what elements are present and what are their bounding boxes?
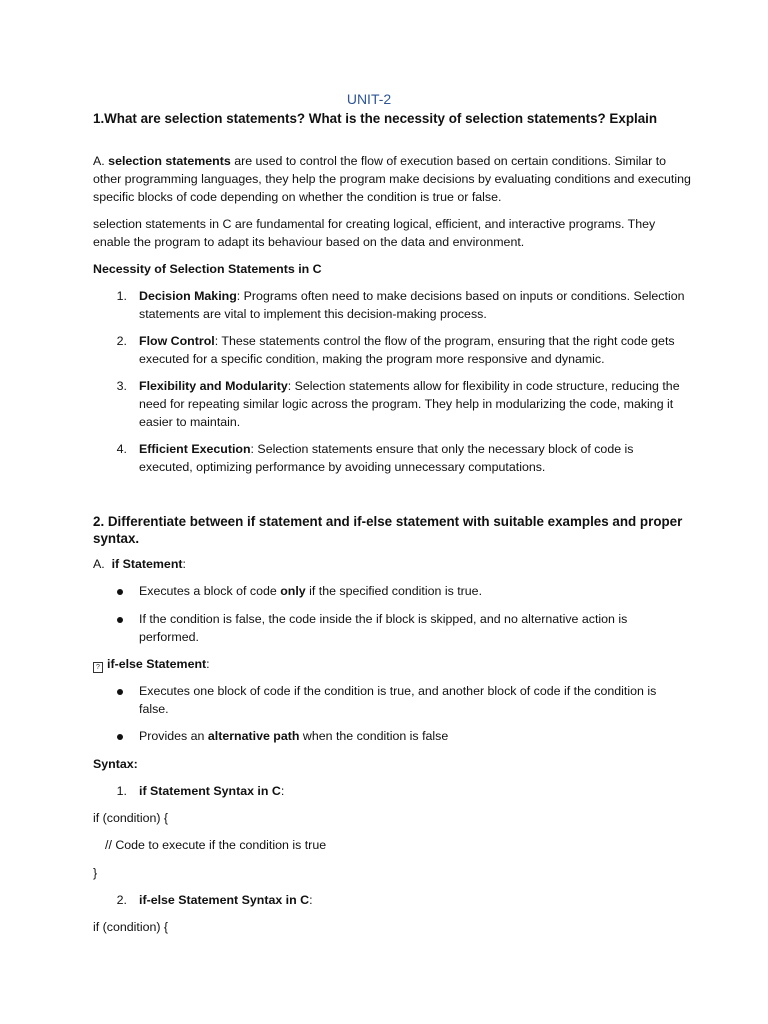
question-1-title: 1.What are selection statements? What is the necessity of selection statements? Explain bbox=[93, 111, 658, 126]
bullet-dot bbox=[117, 689, 123, 695]
bullet-dot bbox=[117, 734, 123, 740]
unit-title: UNIT-2 bbox=[346, 91, 392, 107]
list-number: 4. bbox=[116, 442, 127, 456]
list-text: : Selection statements ensure that only the necessary block of code is executed, optimizing performance by avoiding unnecessary computations. bbox=[139, 442, 634, 474]
bullet-dot bbox=[117, 589, 123, 595]
list-term: Decision Making bbox=[139, 289, 237, 303]
list-number: 1. bbox=[116, 289, 127, 303]
bullet-bold: only bbox=[280, 584, 306, 598]
colon: : bbox=[309, 893, 313, 907]
if-else-bullet-1: Executes one block of code if the condition is true, and another block of code if the condition is false. bbox=[139, 684, 657, 716]
list-text: : Selection statements allow for flexibility in code structure, reducing the need for repeating similar logic across the program. They help in modularizing the code, making it easier to maintain. bbox=[139, 379, 680, 429]
list-number: 2. bbox=[116, 893, 127, 907]
colon: : bbox=[182, 557, 186, 571]
syntax-2-label bbox=[139, 891, 687, 909]
question-2-title: 2. Differentiate between if statement and if-else statement with suitable examples and proper syntax. bbox=[93, 514, 683, 546]
list-item-flow-control bbox=[139, 332, 687, 368]
necessity-heading: Necessity of Selection Statements in C bbox=[93, 262, 322, 276]
answer-text: are used to control the flow of execution based on certain conditions. Similar to other programming languages, they help the program make decisions by evaluating conditions and executing specific blocks of code depending on whether the condition is true or false. bbox=[93, 154, 691, 204]
question-1-paragraph-2: selection statements in C are fundamental for creating logical, efficient, and interactive programs. They enable the program to adapt its behaviour based on the data and environment. bbox=[93, 217, 656, 249]
list-term: Flow Control bbox=[139, 334, 215, 348]
code-line: // Code to execute if the condition is true bbox=[105, 838, 327, 852]
list-term: Flexibility and Modularity bbox=[139, 379, 288, 393]
if-else-statement-heading bbox=[93, 655, 693, 673]
list-number: 1. bbox=[116, 784, 127, 798]
code-line: if (condition) { bbox=[93, 920, 169, 934]
if-else-heading-label: if-else Statement bbox=[107, 657, 207, 671]
code-line: } bbox=[93, 866, 98, 880]
syntax-label: if-else Statement Syntax in C bbox=[139, 893, 310, 907]
colon: : bbox=[206, 657, 210, 671]
if-bullet-1 bbox=[139, 582, 687, 600]
bullet-text: Provides an bbox=[139, 729, 208, 743]
code-line: if (condition) { bbox=[93, 811, 169, 825]
bullet-bold: alternative path bbox=[207, 729, 300, 743]
colon: : bbox=[280, 784, 285, 798]
list-item-flexibility bbox=[139, 377, 687, 431]
missing-glyph-icon: ? bbox=[93, 662, 103, 673]
answer-bold-term: selection statements bbox=[108, 154, 231, 168]
list-text: : Programs often need to make decisions based on inputs or conditions. Selection statements are vital to implement this decision-making process. bbox=[139, 289, 685, 321]
list-number: 2. bbox=[116, 334, 127, 348]
list-item-decision-making bbox=[139, 287, 687, 323]
list-number: 3. bbox=[116, 379, 127, 393]
bullet-dot bbox=[117, 617, 123, 623]
bullet-text: when the condition is false bbox=[299, 729, 449, 743]
syntax-label: if Statement Syntax in C bbox=[139, 784, 281, 798]
bullet-text: Executes a block of code bbox=[139, 584, 281, 598]
list-item-efficient-execution bbox=[139, 440, 687, 476]
list-term: Efficient Execution bbox=[139, 442, 251, 456]
if-statement-heading bbox=[93, 555, 693, 573]
if-prefix: A. bbox=[93, 557, 105, 571]
if-else-bullet-2 bbox=[139, 727, 687, 745]
bullet-text: if the specified condition is true. bbox=[305, 584, 483, 598]
answer-prefix: A. bbox=[93, 154, 105, 168]
syntax-heading: Syntax: bbox=[93, 757, 138, 771]
if-bullet-2: If the condition is false, the code inside the if block is skipped, and no alternative action is performed. bbox=[139, 612, 628, 644]
syntax-1-label bbox=[139, 782, 687, 800]
if-heading-label: if Statement bbox=[111, 557, 183, 571]
list-text: : These statements control the flow of the program, ensuring that the right code gets executed for a specific condition, making the program more responsive and dynamic. bbox=[139, 334, 675, 366]
question-1-answer bbox=[93, 152, 693, 206]
